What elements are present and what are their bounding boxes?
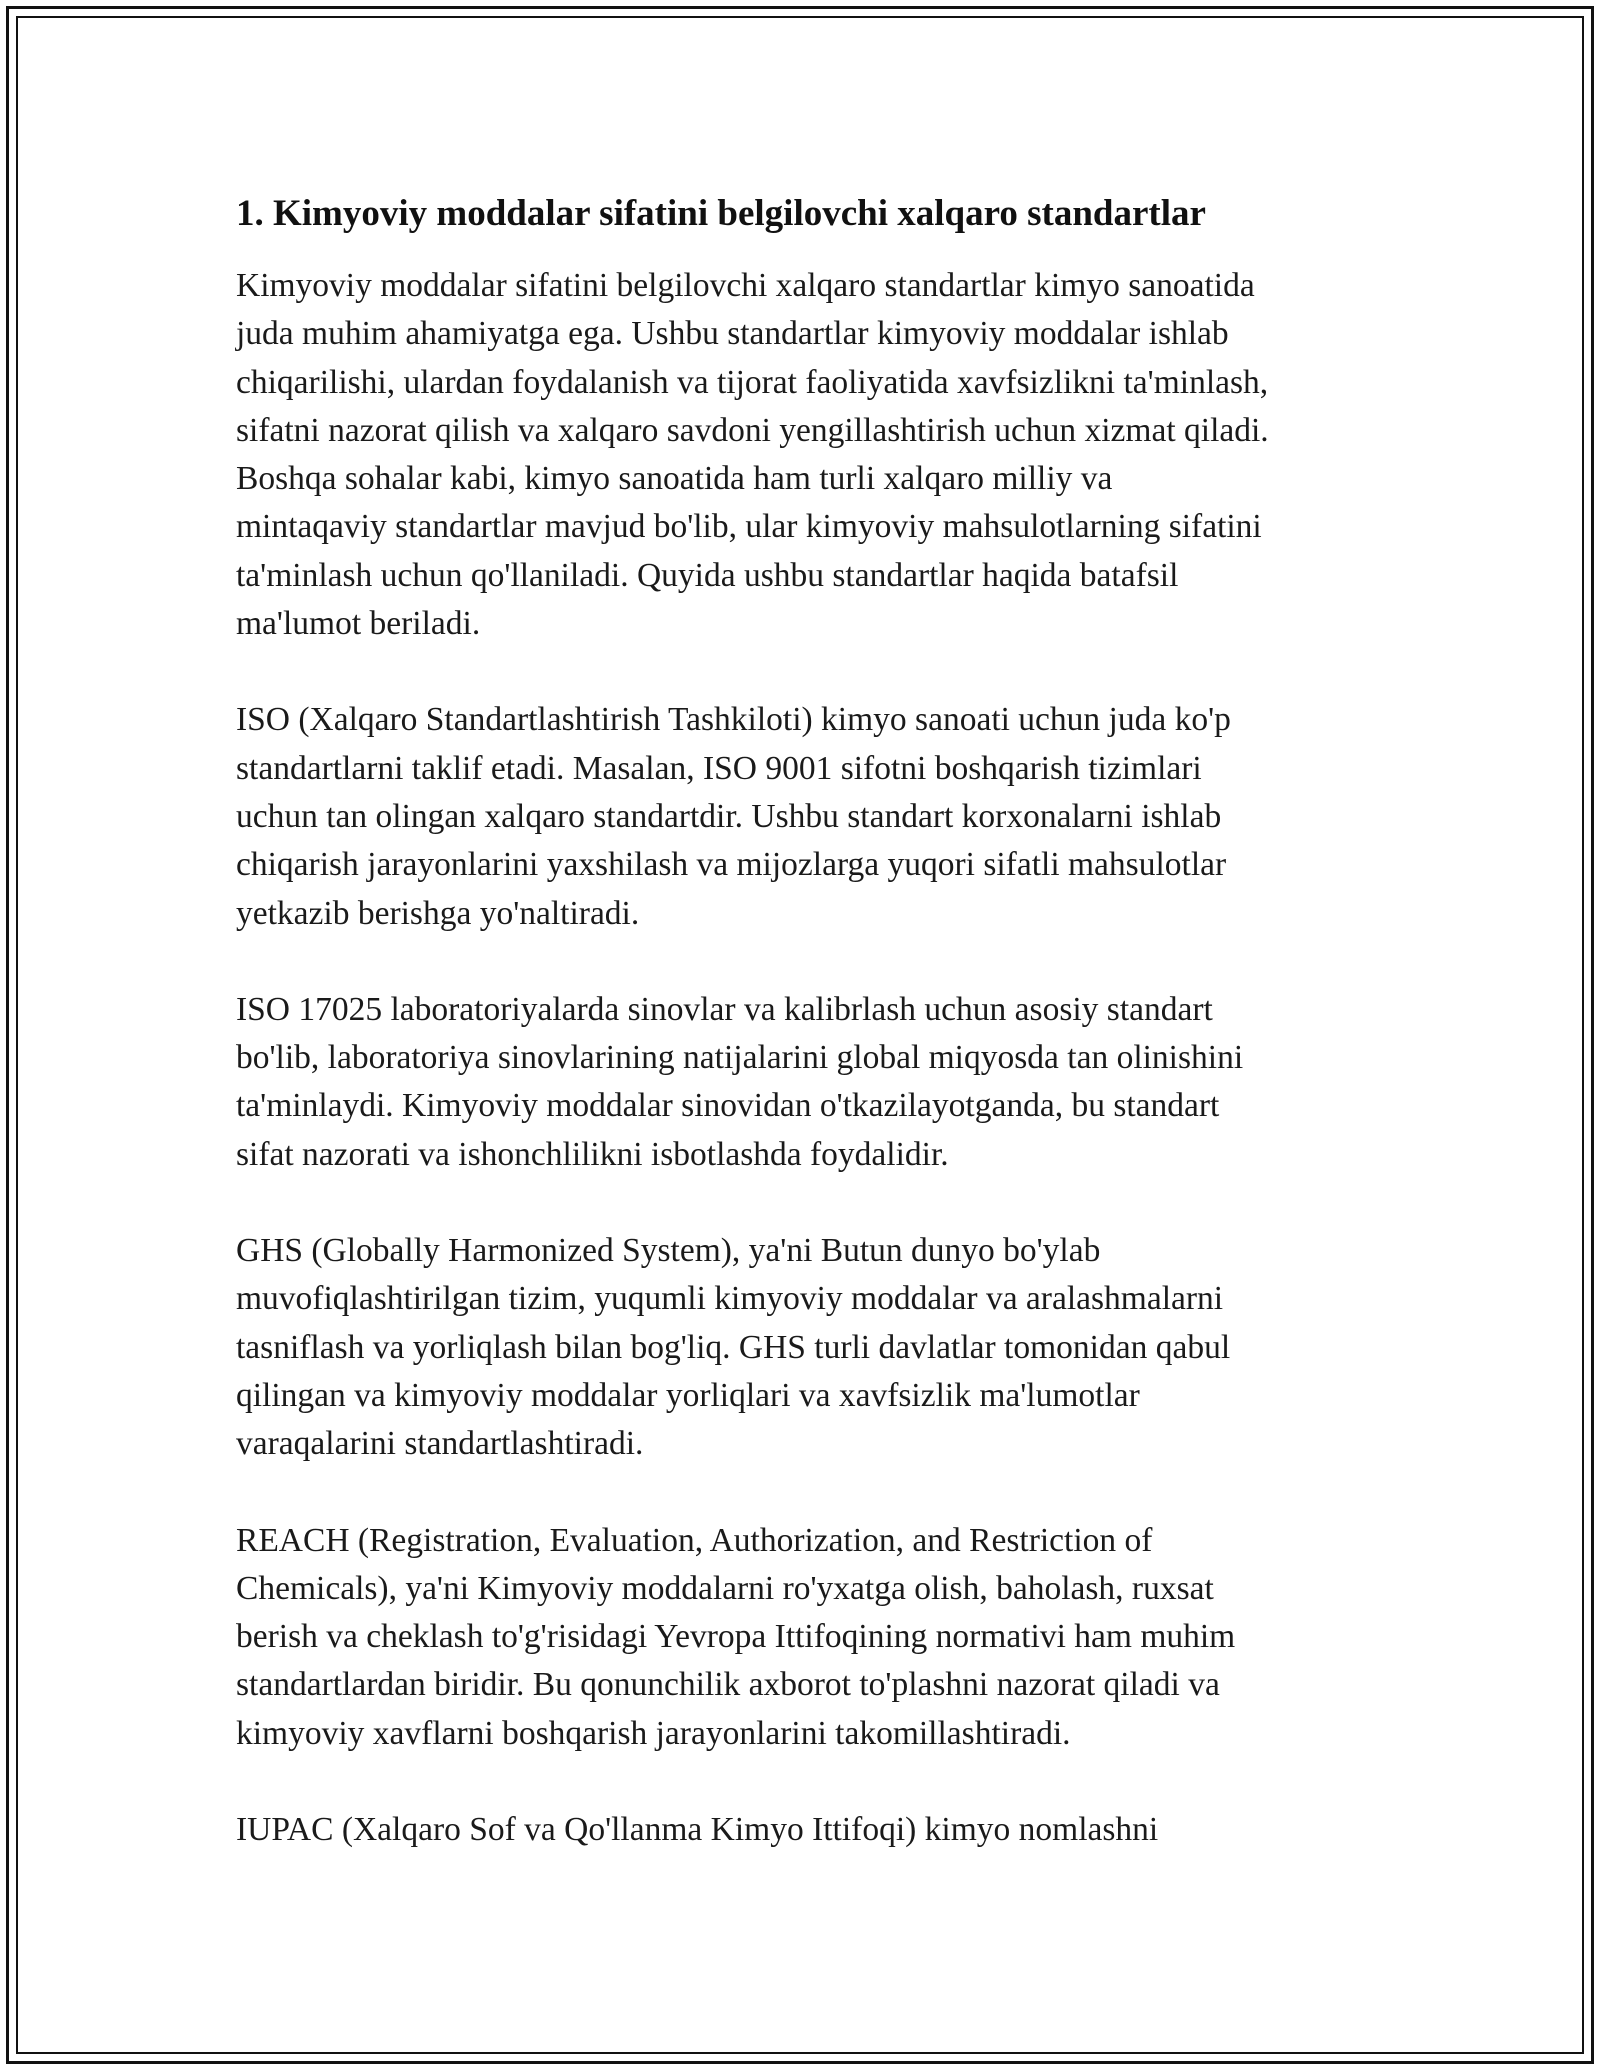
text-line: mintaqaviy standartlar mavjud bo'lib, ular kimyoviy mahsulotlarning sifatini — [236, 508, 1262, 546]
text-line: chiqarish jarayonlarini yaxshilash va mijozlarga yuqori sifatli mahsulotlar — [236, 846, 1227, 884]
text-line: sifat nazorati va ishonchlilikni isbotlashda foydalidir. — [236, 1135, 949, 1173]
section-heading: 1. Kimyoviy moddalar sifatini belgilovchi xalqaro standartlar — [236, 193, 1206, 234]
text-line: Chemicals), ya'ni Kimyoviy moddalarni ro'yxatga olish, baholash, ruxsat — [236, 1569, 1214, 1607]
paragraph-iso-17025 — [236, 986, 1386, 1179]
text-line: REACH (Registration, Evaluation, Authorization, and Restriction of — [236, 1521, 1153, 1559]
paragraph-ghs — [236, 1227, 1386, 1468]
text-line: yetkazib berishga yo'naltiradi. — [236, 894, 640, 932]
text-line: Kimyoviy moddalar sifatini belgilovchi xalqaro standartlar kimyo sanoatida — [236, 267, 1255, 304]
text-line: chiqarilishi, ulardan foydalanish va tijorat faoliyatida xavfsizlikni ta'minlash, — [236, 363, 1269, 401]
paragraph-iupac — [236, 1806, 1386, 1854]
text-line: ta'minlash uchun qo'llaniladi. Quyida ushbu standartlar haqida batafsil — [236, 556, 1179, 594]
paragraph-intro — [236, 262, 1386, 648]
text-line: berish va cheklash to'g'risidagi Yevropa Ittifoqining normativi ham muhim — [236, 1618, 1236, 1656]
text-line: bo'lib, laboratoriya sinovlarining natijalarini global miqyosda tan olinishini — [236, 1039, 1244, 1077]
paragraph-iso — [236, 696, 1386, 937]
text-line: ISO (Xalqaro Standartlashtirish Tashkiloti) kimyo sanoati uchun juda ko'p — [236, 701, 1231, 739]
text-line: standartlardan biridir. Bu qonunchilik axborot to'plashni nazorat qiladi va — [236, 1666, 1220, 1704]
text-line: tasniflash va yorliqlash bilan bog'liq. GHS turli davlatlar tomonidan qabul — [236, 1328, 1231, 1366]
text-line: varaqalarini standartlashtiradi. — [236, 1425, 644, 1463]
paragraph-reach — [236, 1517, 1386, 1758]
text-line: ta'minlaydi. Kimyoviy moddalar sinovidan o'tkazilayotganda, bu standart — [236, 1087, 1220, 1125]
document-body — [236, 186, 1386, 1902]
text-line: sifatni nazorat qilish va xalqaro savdoni yengillashtirish uchun xizmat qiladi. — [236, 411, 1269, 449]
text-line: standartlarni taklif etadi. Masalan, ISO 9001 sifotni boshqarish tizimlari — [236, 749, 1202, 787]
text-line: muvofiqlashtirilgan tizim, yuqumli kimyoviy moddalar va aralashmalarni — [236, 1280, 1224, 1318]
text-line: kimyoviy xavflarni boshqarish jarayonlarini takomillashtiradi. — [236, 1714, 1071, 1752]
text-line: GHS (Globally Harmonized System), ya'ni Butun dunyo bo'ylab — [236, 1232, 1101, 1270]
text-line: juda muhim ahamiyatga ega. Ushbu standartlar kimyoviy moddalar ishlab — [236, 315, 1229, 353]
text-line: ma'lumot beriladi. — [236, 605, 481, 643]
text-line: uchun tan olingan xalqaro standartdir. Ushbu standart korxonalarni ishlab — [236, 797, 1222, 835]
text-line: ISO 17025 laboratoriyalarda sinovlar va kalibrlash uchun asosiy standart — [236, 990, 1213, 1028]
text-line: Boshqa sohalar kabi, kimyo sanoatida ham turli xalqaro milliy va — [236, 460, 1113, 498]
text-line: qilingan va kimyoviy moddalar yorliqlari va xavfsizlik ma'lumotlar — [236, 1376, 1140, 1414]
text-line: IUPAC (Xalqaro Sof va Qo'llanma Kimyo Ittifoqi) kimyo nomlashni — [236, 1811, 1159, 1849]
